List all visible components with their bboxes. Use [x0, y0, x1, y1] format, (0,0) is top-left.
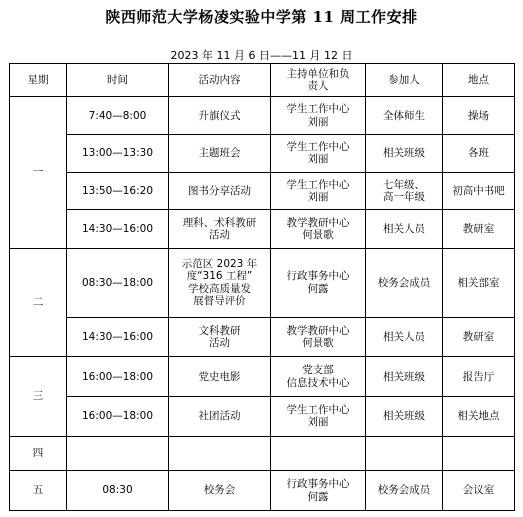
activity-cell — [169, 248, 271, 317]
location-cell: 相关地点 — [443, 397, 515, 437]
participants-line: 校务会成员 — [377, 484, 431, 497]
day-cell-wed: 三 — [10, 357, 67, 436]
time-cell: 14:30—16:00 — [67, 210, 169, 249]
participants-line: 相关班级 — [383, 147, 425, 160]
table-row — [10, 317, 515, 357]
activity-cell — [169, 97, 271, 135]
table-row — [10, 471, 515, 511]
participants-line: 高一年级 — [383, 190, 425, 203]
host-cell — [271, 317, 366, 357]
host-line: 行政事务中心 — [286, 478, 350, 491]
host-line: 何露 — [307, 490, 329, 503]
participants-cell — [366, 210, 443, 249]
time-cell: 13:00—13:30 — [67, 135, 169, 173]
schedule-table — [9, 63, 515, 511]
location-cell: 会议室 — [443, 471, 515, 511]
host-cell — [271, 436, 366, 470]
header-location: 地点 — [443, 64, 515, 97]
activity-cell — [169, 436, 271, 470]
host-line: 学生工作中心 — [286, 140, 350, 153]
table-row — [10, 248, 515, 317]
header-time: 时间 — [67, 64, 169, 97]
table-row — [10, 135, 515, 173]
header-host-line: 责人 — [307, 80, 329, 93]
activity-line: 理科、术科教研 — [182, 216, 257, 229]
table-row — [10, 172, 515, 210]
participants-line: 校务会成员 — [377, 276, 431, 289]
activity-cell — [169, 397, 271, 437]
host-line: 教学教研中心 — [286, 324, 350, 337]
header-day: 星期 — [10, 64, 67, 97]
day-cell-mon: 一 — [10, 97, 67, 248]
time-cell: 08:30 — [67, 471, 169, 511]
table-row — [10, 97, 515, 135]
date-range: 2023 年 11 月 6 日——11 月 12 日 — [170, 49, 353, 62]
time-cell: 16:00—18:00 — [67, 357, 169, 397]
activity-cell — [169, 210, 271, 249]
activity-line: 活动 — [209, 337, 230, 350]
activity-line: 校务会 — [203, 484, 236, 497]
location-cell: 相关部室 — [443, 248, 515, 317]
host-line: 学生工作中心 — [286, 404, 350, 417]
header-participants: 参加人 — [366, 64, 443, 97]
host-line: 刘丽 — [307, 416, 329, 429]
host-line: 行政事务中心 — [286, 270, 350, 283]
activity-cell — [169, 172, 271, 210]
header-row — [10, 64, 515, 97]
host-line: 刘丽 — [307, 190, 329, 203]
participants-line: 相关人员 — [383, 222, 425, 235]
activity-line: 示范区 2023 年 — [181, 258, 258, 271]
activity-line: 主题班会 — [198, 147, 241, 160]
activity-cell — [169, 357, 271, 397]
location-cell: 教研室 — [443, 210, 515, 249]
location-cell: 操场 — [443, 97, 515, 135]
activity-line: 度“316 工程” — [186, 270, 253, 283]
participants-cell — [366, 135, 443, 173]
participants-line: 七年级、 — [383, 178, 425, 191]
participants-cell — [366, 97, 443, 135]
host-line: 教学教研中心 — [286, 216, 350, 229]
page-title: 陕西师范大学杨凌实验中学第 11 周工作安排 — [105, 8, 418, 26]
host-line: 刘丽 — [307, 115, 329, 128]
activity-line: 文科教研 — [198, 324, 241, 337]
activity-line: 学校高质量发 — [188, 282, 251, 295]
activity-cell — [169, 471, 271, 511]
participants-line: 相关人员 — [383, 330, 425, 343]
time-cell: 7:40—8:00 — [67, 97, 169, 135]
time-cell: 14:30—16:00 — [67, 317, 169, 357]
activity-line: 社团活动 — [198, 410, 241, 423]
host-cell — [271, 397, 366, 437]
activity-cell — [169, 317, 271, 357]
table-row — [10, 397, 515, 437]
day-cell-fri: 五 — [10, 471, 67, 511]
activity-line: 图书分享活动 — [188, 184, 251, 197]
host-line: 何景歌 — [302, 337, 334, 350]
day-cell-thu: 四 — [10, 436, 67, 470]
host-line: 何露 — [307, 282, 329, 295]
activity-line: 展督导评价 — [193, 295, 246, 308]
time-cell — [67, 436, 169, 470]
host-line: 党支部 — [302, 364, 334, 377]
participants-cell — [366, 248, 443, 317]
host-cell — [271, 135, 366, 173]
participants-cell — [366, 471, 443, 511]
host-line: 学生工作中心 — [286, 103, 350, 116]
participants-cell — [366, 357, 443, 397]
activity-line: 党史电影 — [198, 370, 241, 383]
activity-line: 升旗仪式 — [198, 109, 241, 122]
participants-line: 相关班级 — [383, 370, 425, 383]
location-cell: 教研室 — [443, 317, 515, 357]
host-cell — [271, 97, 366, 135]
table-row — [10, 210, 515, 249]
time-cell: 16:00—18:00 — [67, 397, 169, 437]
host-line: 学生工作中心 — [286, 178, 350, 191]
location-cell: 各班 — [443, 135, 515, 173]
host-line: 刘丽 — [307, 153, 329, 166]
activity-line: 活动 — [209, 229, 230, 241]
participants-line: 相关班级 — [383, 410, 425, 423]
activity-cell — [169, 135, 271, 173]
table-row — [10, 357, 515, 397]
host-cell — [271, 471, 366, 511]
participants-cell — [366, 436, 443, 470]
location-cell: 报告厅 — [443, 357, 515, 397]
host-cell — [271, 357, 366, 397]
host-cell — [271, 172, 366, 210]
participants-cell — [366, 172, 443, 210]
location-cell — [443, 436, 515, 470]
host-cell — [271, 210, 366, 249]
header-host-line: 主持单位和负 — [286, 67, 350, 80]
host-cell — [271, 248, 366, 317]
time-cell: 13:50—16:20 — [67, 172, 169, 210]
day-cell-tue: 二 — [10, 248, 67, 357]
table-row — [10, 436, 515, 470]
participants-cell — [366, 317, 443, 357]
header-host — [271, 64, 366, 97]
time-cell: 08:30—18:00 — [67, 248, 169, 317]
host-line: 何景歌 — [302, 229, 334, 241]
participants-cell — [366, 397, 443, 437]
location-cell: 初高中书吧 — [443, 172, 515, 210]
header-activity: 活动内容 — [169, 64, 271, 97]
host-line: 信息技术中心 — [286, 376, 350, 389]
participants-line: 全体师生 — [383, 109, 425, 122]
